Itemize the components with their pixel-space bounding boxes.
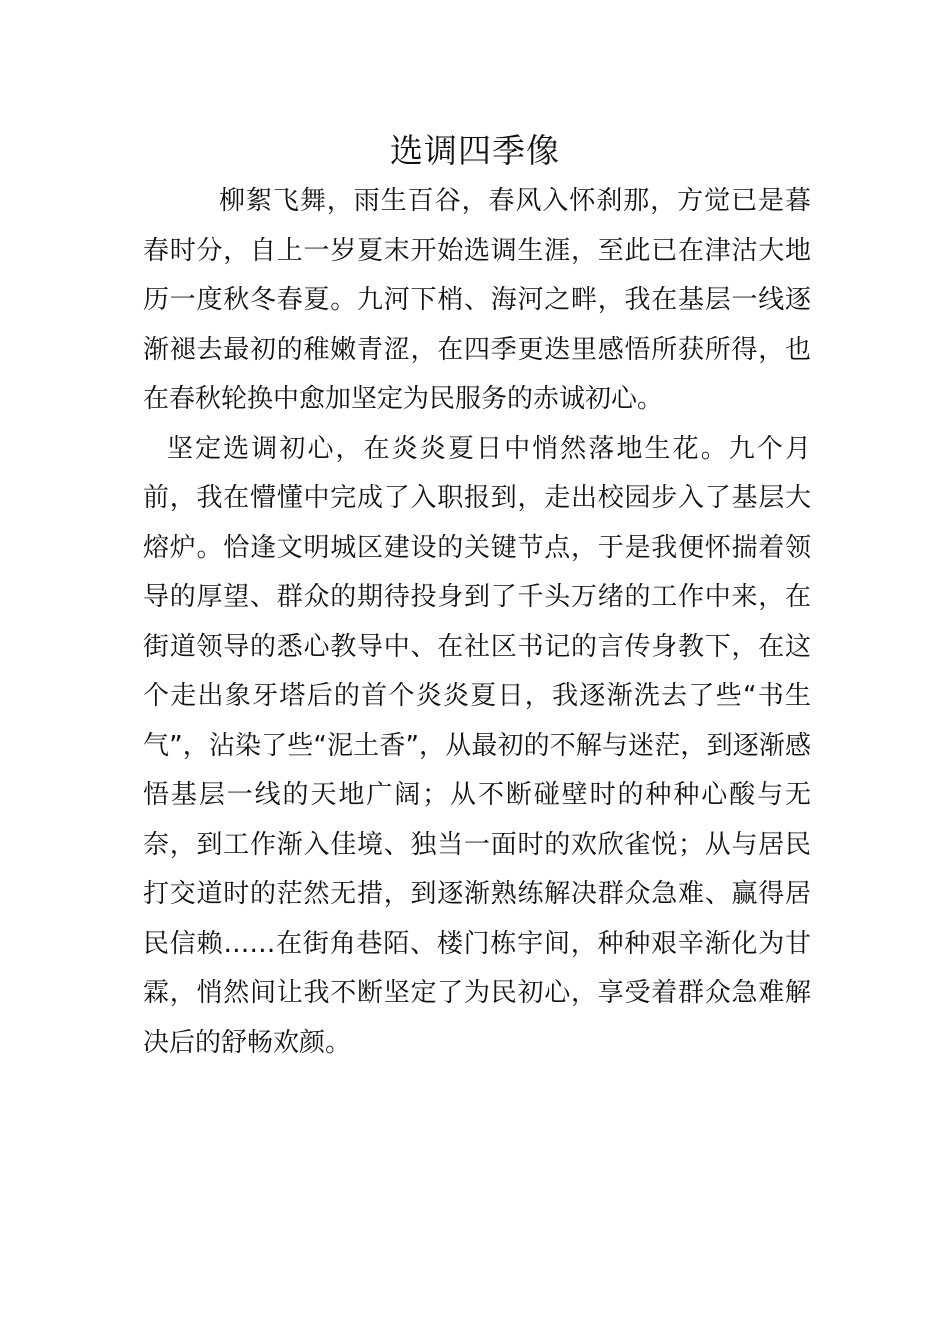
paragraph-2: 坚定选调初心，在炎炎夏日中悄然落地生花。九个月前，我在懵懂中完成了入职报到，走出校园步入了基层大熔炉。恰逢文明城区建设的关键节点，于是我便怀揣着领导的厚望、群众的期待投身到了千头万绪的工作中来，在街道领导的悉心教导中、在社区书记的言传身教下，在这个走出象牙塔后的首个炎炎夏日，我逐渐洗去了些“书生气”，沾染了些“泥土香”，从最初的不解与迷茫，到逐渐感悟基层一线的天地广阔；从不断碰壁时的种种心酸与无奈，到工作渐入佳境、独当一面时的欢欣雀悦；从与居民打交道时的茫然无措，到逐渐熟练解决群众急难、赢得居民信赖……在街角巷陌、楼门栋宇间，种种艰辛渐化为甘霖，悄然间让我不断坚定了为民初心，享受着群众急难解决后的舒畅欢颜。 — [143, 433, 811, 1058]
document-title: 选调四季像 — [390, 131, 560, 170]
paragraph-1: 柳絮飞舞，雨生百谷，春风入怀刹那，方觉已是暮春时分，自上一岁夏末开始选调生涯，至此已在津沽大地历一度秋冬春夏。九河下梢、海河之畔，我在基层一线逐渐褪去最初的稚嫩青涩，在四季更迭里感悟所获所得，也在春秋轮换中愈加坚定为民服务的赤诚初心。 — [143, 186, 811, 414]
document-body — [143, 177, 811, 1068]
